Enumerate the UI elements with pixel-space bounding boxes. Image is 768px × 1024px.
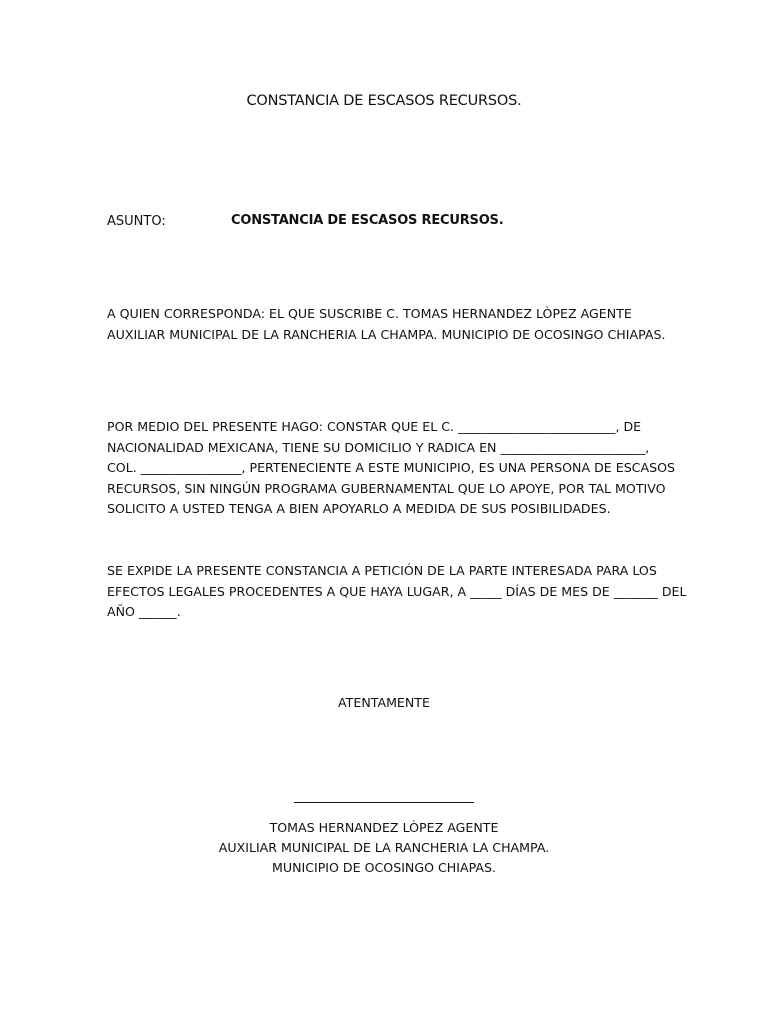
signature-block [0,818,768,878]
paragraph-line: SE EXPIDE LA PRESENTE CONSTANCIA A PETICIÓN DE LA PARTE INTERESADA PARA LOS [107,563,657,578]
paragraph-line: EFECTOS LEGALES PROCEDENTES A QUE HAYA LUGAR, A _____ DÍAS DE MES DE _______ DEL [107,583,687,599]
document-title: CONSTANCIA DE ESCASOS RECURSOS. [246,93,522,109]
issuance-paragraph [107,561,687,623]
signature-line [294,802,474,803]
paragraph-line: POR MEDIO DEL PRESENTE HAGO: CONSTAR QUE EL C. _________________________, DE [107,419,642,434]
paragraph-line: SOLICITO A USTED TENGA A BIEN APOYARLO A MEDIDA DE SUS POSIBILIDADES. [107,501,611,517]
paragraph-line: AÑO ______. [107,604,181,620]
paragraph-line: RECURSOS, SIN NINGÚN PROGRAMA GUBERNAMENTAL QUE LO APOYE, POR TAL MOTIVO [107,480,666,496]
addressee-paragraph [107,304,667,345]
subject-label: ASUNTO: [107,214,166,229]
paragraph-line: A QUIEN CORRESPONDA: EL QUE SUSCRIBE C. TOMAS HERNANDEZ LÒPEZ AGENTE [107,306,632,321]
paragraph-line: NACIONALIDAD MEXICANA, TIENE SU DOMICILIO Y RADICA EN _______________________, [107,439,650,455]
closing-text: ATENTAMENTE [338,695,430,710]
signature-line-text: TOMAS HERNANDEZ LÒPEZ AGENTE [269,820,499,835]
certification-paragraph [107,417,675,520]
signature-line-text: MUNICIPIO DE OCOSINGO CHIAPAS. [271,860,497,875]
paragraph-line: AUXILIAR MUNICIPAL DE LA RANCHERIA LA CHAMPA. MUNICIPIO DE OCOSINGO CHIAPAS. [107,326,666,342]
subject-value: CONSTANCIA DE ESCASOS RECURSOS. [231,213,504,228]
paragraph-line: COL. ________________, PERTENECIENTE A ESTE MUNICIPIO, ES UNA PERSONA DE ESCASOS [107,460,675,476]
signature-line-text: AUXILIAR MUNICIPAL DE LA RANCHERIA LA CHAMPA. [218,840,550,855]
